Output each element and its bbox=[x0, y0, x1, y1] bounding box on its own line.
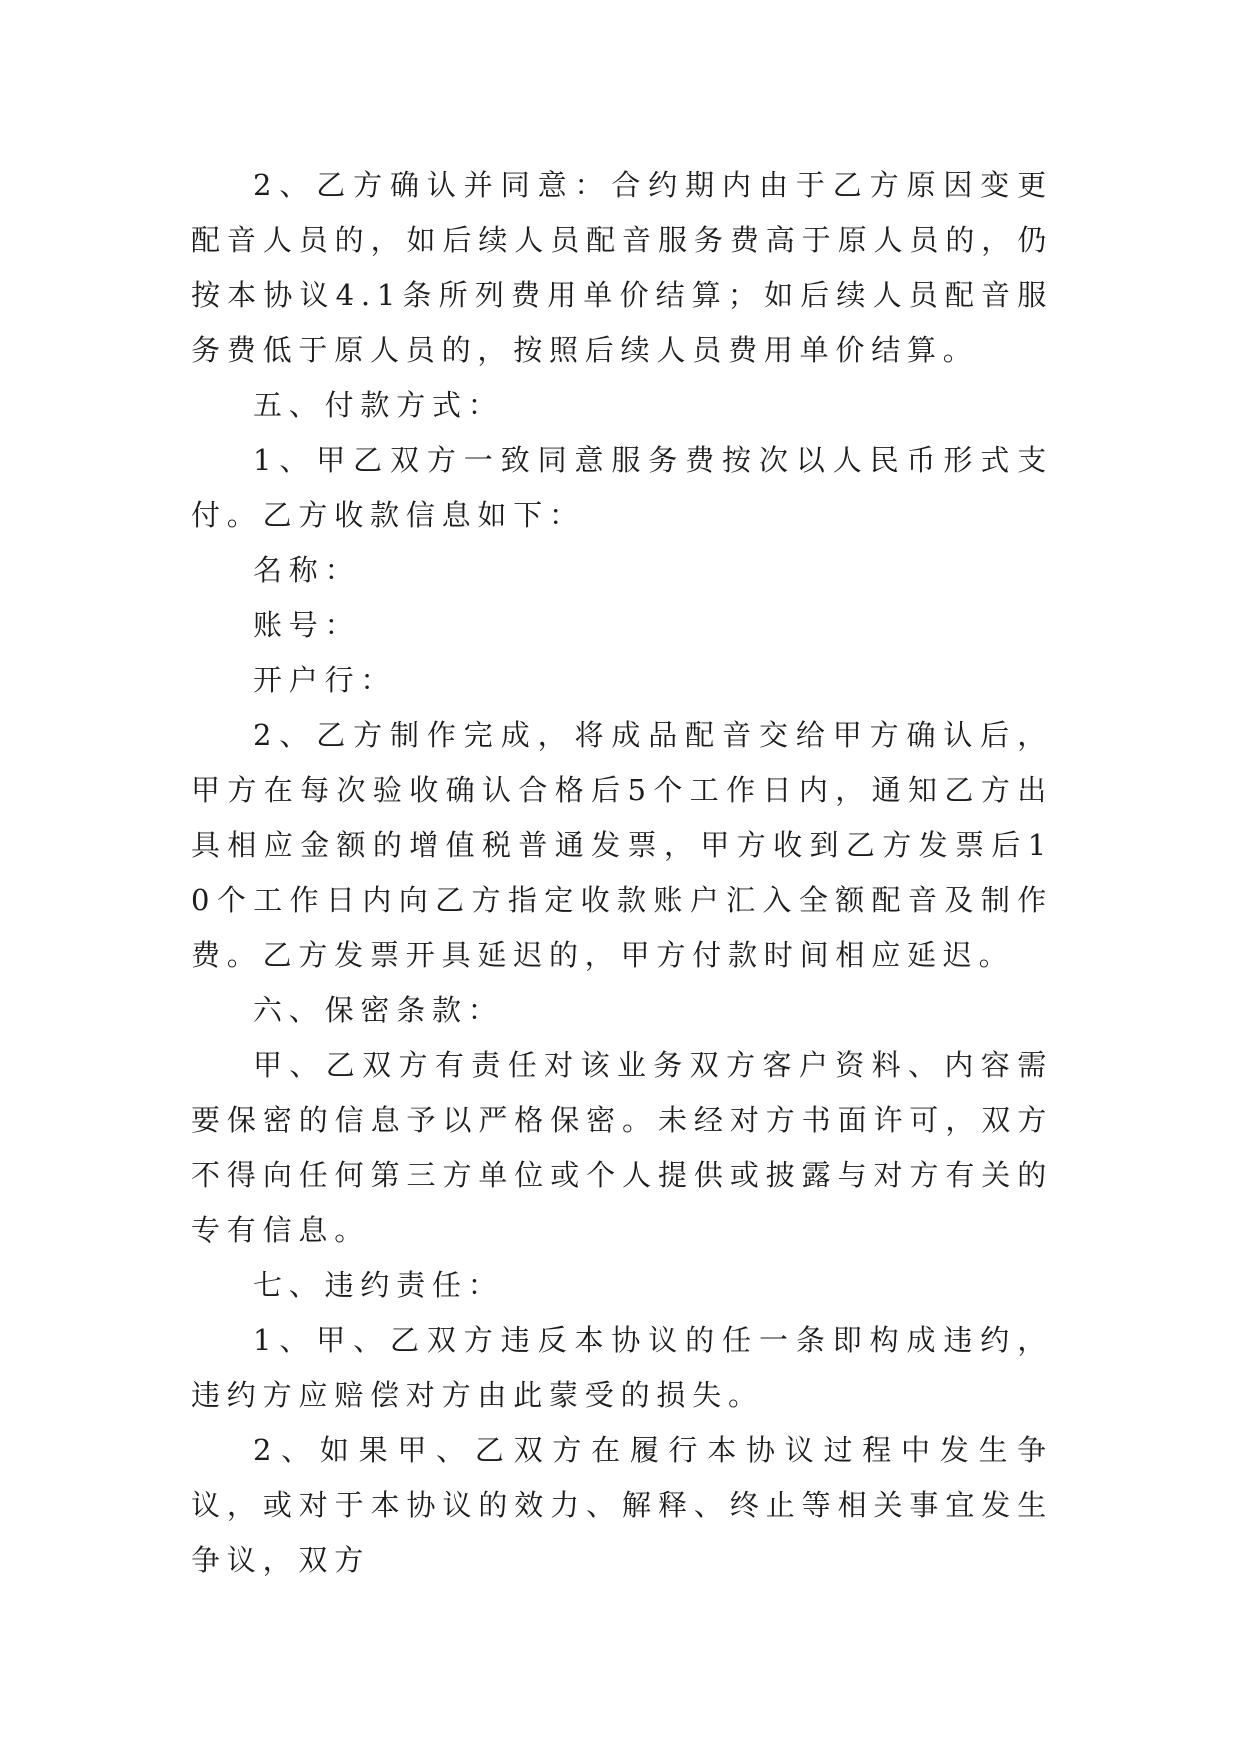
clause-5-2-invoice-payment: 2、乙方制作完成，将成品配音交给甲方确认后，甲方在每次验收确认合格后5个工作日内，通知乙方出具相应金额的增值税普通发票，甲方收到乙方发票后10个工作日内向乙方指定收款账户汇入全额配音及制作费。乙方发票开具延迟的，甲方付款时间相应延迟。 bbox=[191, 718, 1053, 972]
bank-field-name: 名称： bbox=[253, 553, 361, 587]
clause-5-1-payment-method: 1、甲乙双方一致同意服务费按次以人民币形式支付。乙方收款信息如下： bbox=[191, 443, 1053, 532]
clause-6-confidentiality: 甲、乙双方有责任对该业务双方客户资料、内容需要保密的信息予以严格保密。未经对方书面许可，双方不得向任何第三方单位或个人提供或披露与对方有关的专有信息。 bbox=[191, 1048, 1053, 1247]
document-body bbox=[191, 158, 1053, 1588]
section-heading-confidentiality: 六、保密条款： bbox=[253, 993, 504, 1027]
clause-7-2-disputes: 2、如果甲、乙双方在履行本协议过程中发生争议，或对于本协议的效力、解释、终止等相关事宜发生争议，双方 bbox=[191, 1433, 1053, 1577]
bank-field-branch: 开户行： bbox=[253, 663, 397, 697]
section-heading-liability: 七、违约责任： bbox=[253, 1268, 504, 1302]
clause-7-1-breach: 1、甲、乙双方违反本协议的任一条即构成违约，违约方应赔偿对方由此蒙受的损失。 bbox=[191, 1323, 1053, 1412]
bank-field-account: 账号： bbox=[253, 608, 361, 642]
section-heading-payment: 五、付款方式： bbox=[253, 388, 504, 422]
clause-4-2-price-change: 2、乙方确认并同意：合约期内由于乙方原因变更配音人员的，如后续人员配音服务费高于原人员的，仍按本协议4.1条所列费用单价结算；如后续人员配音服务费低于原人员的，按照后续人员费用单价结算。 bbox=[191, 168, 1053, 367]
